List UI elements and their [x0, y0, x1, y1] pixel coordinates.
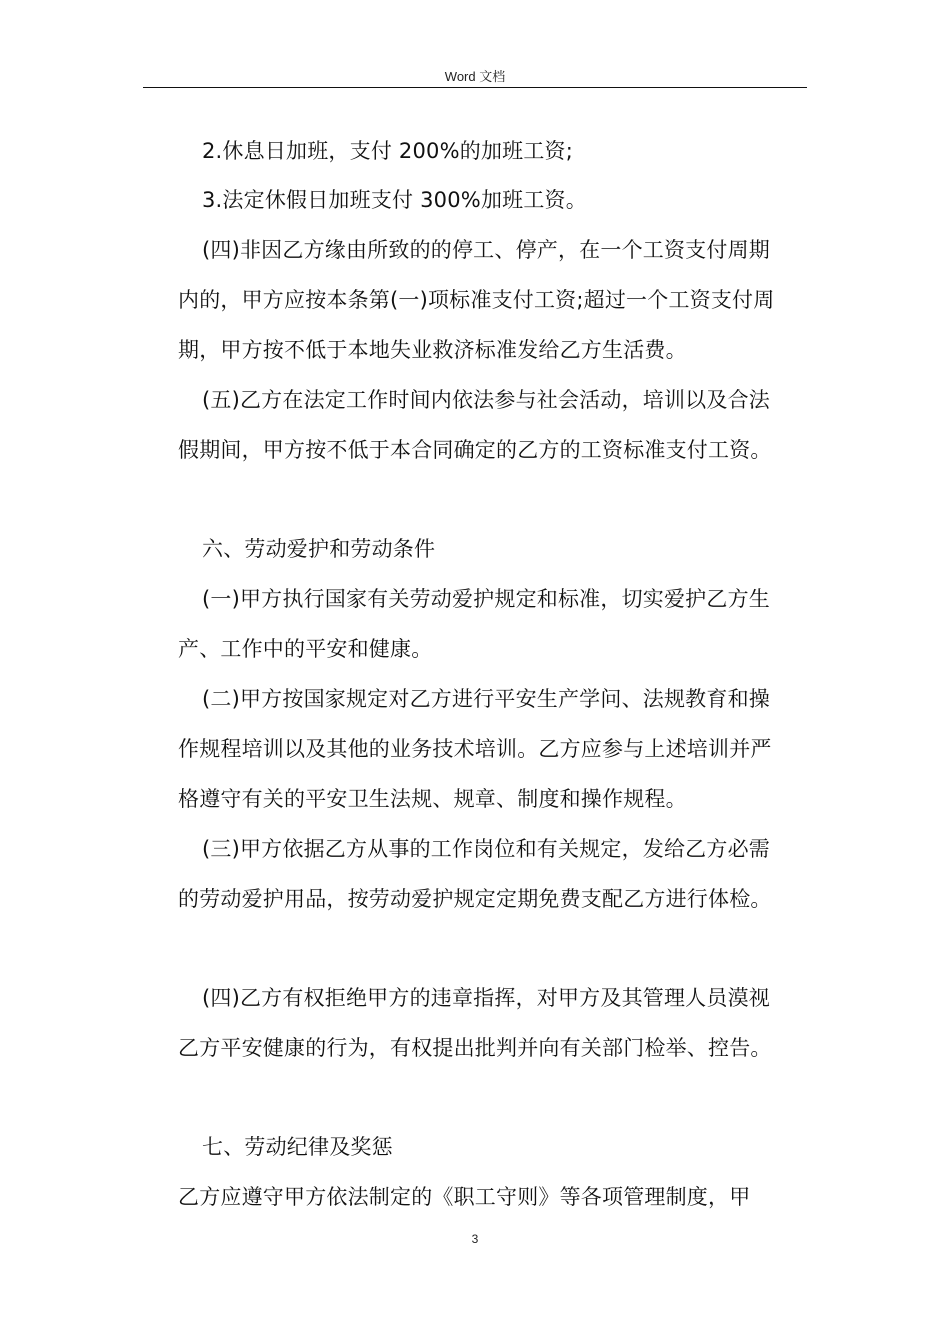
page-number: 3 [471, 1232, 479, 1246]
body-line: 产、工作中的平安和健康。 [178, 637, 433, 661]
body-line: (五)乙方在法定工作时间内依法参与社会活动，培训以及合法 [202, 388, 770, 412]
section-heading: 六、劳动爱护和劳动条件 [202, 537, 436, 561]
body-line: 作规程培训以及其他的业务技术培训。乙方应参与上述培训并严 [178, 737, 772, 761]
body-line: (三)甲方依据乙方从事的工作岗位和有关规定，发给乙方必需 [202, 837, 770, 861]
body-line: (一)甲方执行国家有关劳动爱护规定和标准，切实爱护乙方生 [202, 587, 770, 611]
body-line: (四)乙方有权拒绝甲方的违章指挥，对甲方及其管理人员漠视 [202, 986, 770, 1010]
body-line: 2.休息日加班，支付 200%的加班工资; [202, 139, 574, 163]
body-line: 3.法定休假日加班支付 300%加班工资。 [202, 188, 587, 212]
body-line: 乙方平安健康的行为，有权提出批判并向有关部门检举、控告。 [178, 1036, 772, 1060]
body-line: (二)甲方按国家规定对乙方进行平安生产学问、法规教育和操 [202, 687, 770, 711]
document-header: Word 文档 [444, 69, 506, 84]
section-heading: 七、劳动纪律及奖惩 [202, 1135, 393, 1159]
body-line: 的劳动爱护用品，按劳动爱护规定定期免费支配乙方进行体检。 [178, 887, 772, 911]
body-line: 乙方应遵守甲方依法制定的《职工守则》等各项管理制度，甲 [178, 1185, 751, 1209]
body-line: 格遵守有关的平安卫生法规、规章、制度和操作规程。 [178, 787, 687, 811]
body-line: 假期间，甲方按不低于本合同确定的乙方的工资标准支付工资。 [178, 438, 772, 462]
body-line: (四)非因乙方缘由所致的的停工、停产，在一个工资支付周期 [202, 238, 770, 262]
body-line: 期，甲方按不低于本地失业救济标准发给乙方生活费。 [178, 338, 687, 362]
header-divider [143, 87, 807, 88]
body-line: 内的，甲方应按本条第(一)项标准支付工资;超过一个工资支付周 [178, 288, 775, 312]
